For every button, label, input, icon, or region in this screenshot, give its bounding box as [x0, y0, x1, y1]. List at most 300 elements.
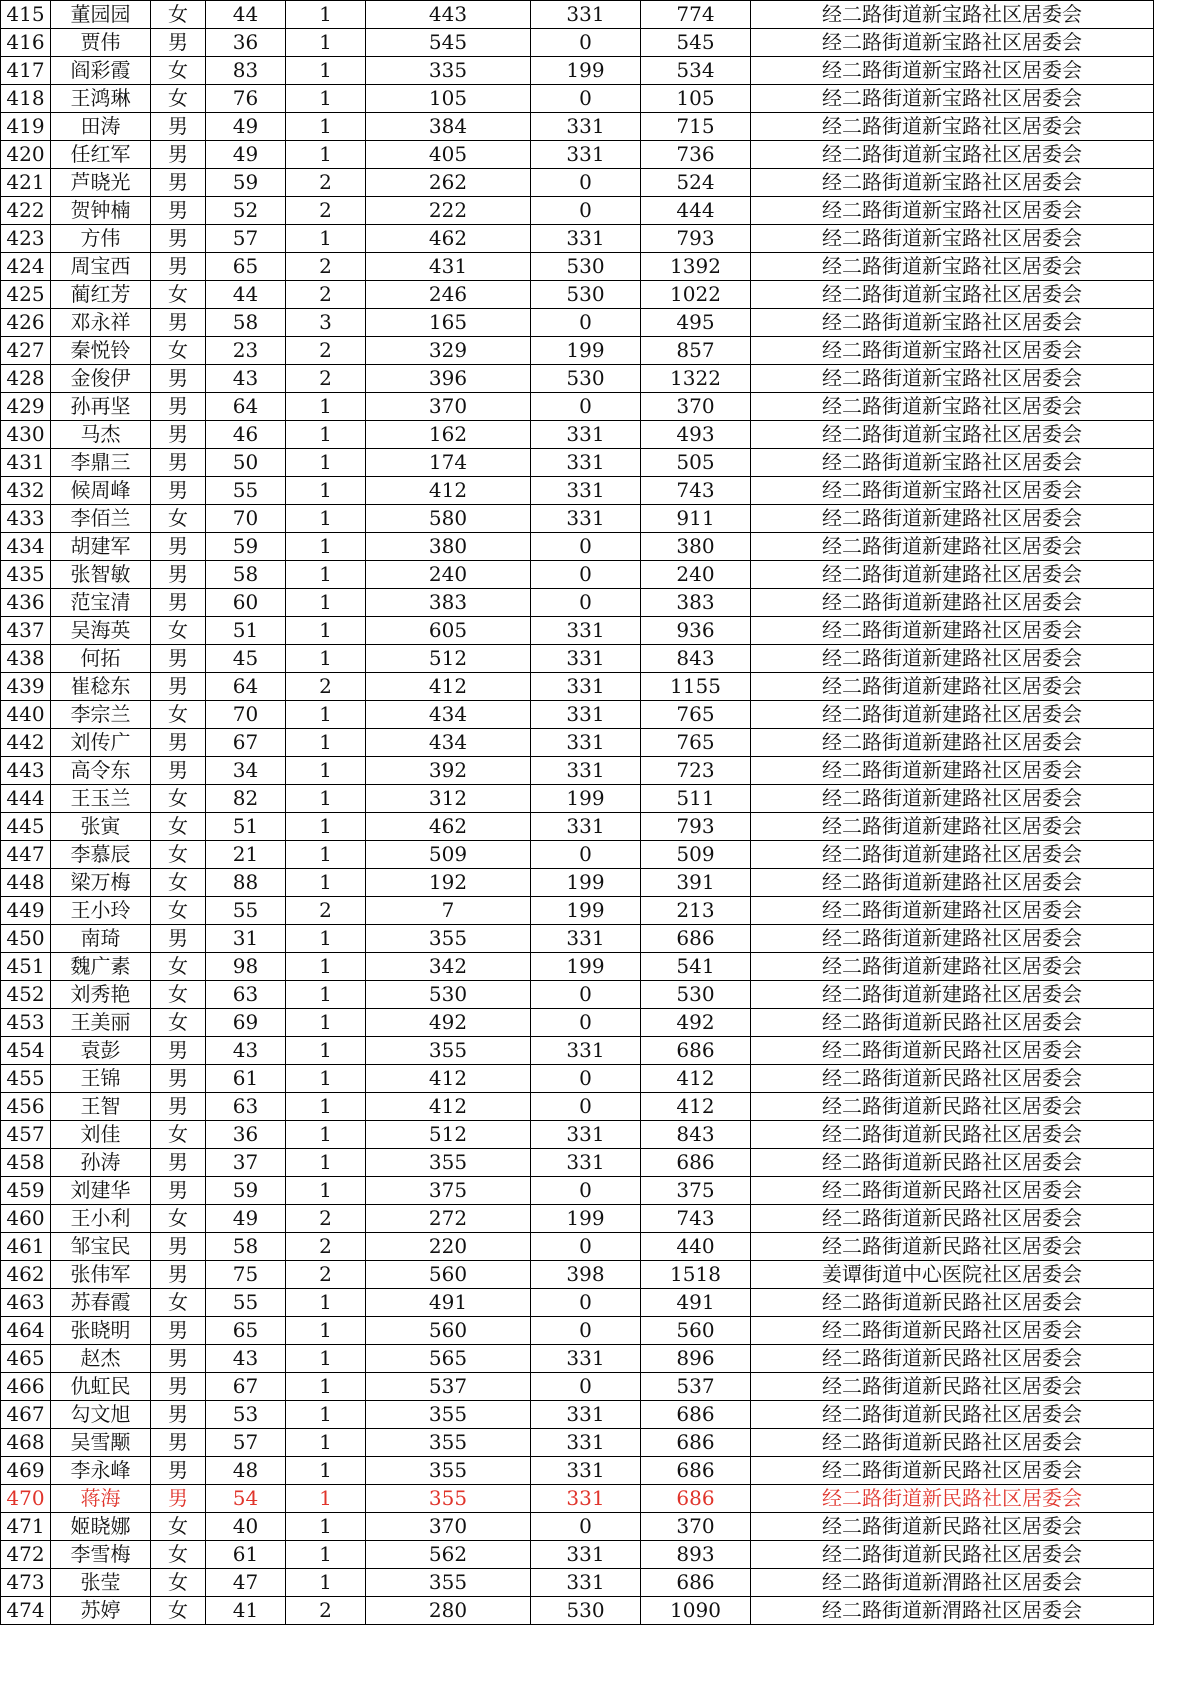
amount-b-cell: 331	[531, 1149, 641, 1177]
row-number: 418	[1, 85, 51, 113]
row-number: 459	[1, 1177, 51, 1205]
row-number: 421	[1, 169, 51, 197]
age-cell: 58	[206, 1233, 286, 1261]
name-cell: 姬晓娜	[51, 1513, 151, 1541]
row-number: 432	[1, 477, 51, 505]
age-cell: 43	[206, 1037, 286, 1065]
row-number: 442	[1, 729, 51, 757]
amount-a-cell: 355	[366, 925, 531, 953]
name-cell: 蒋海	[51, 1485, 151, 1513]
table-row	[1, 1541, 1154, 1569]
total-cell: 936	[641, 617, 751, 645]
amount-a-cell: 165	[366, 309, 531, 337]
unit-cell: 经二路街道新民路社区居委会	[751, 1037, 1154, 1065]
amount-b-cell: 331	[531, 505, 641, 533]
amount-b-cell: 331	[531, 1457, 641, 1485]
unit-cell: 经二路街道新渭路社区居委会	[751, 1569, 1154, 1597]
row-number: 436	[1, 589, 51, 617]
sex-cell: 男	[151, 1429, 206, 1457]
row-number: 415	[1, 1, 51, 29]
table-row	[1, 1093, 1154, 1121]
persons-cell: 1	[286, 645, 366, 673]
name-cell: 邹宝民	[51, 1233, 151, 1261]
row-number: 463	[1, 1289, 51, 1317]
name-cell: 刘建华	[51, 1177, 151, 1205]
unit-cell: 经二路街道新建路社区居委会	[751, 981, 1154, 1009]
age-cell: 88	[206, 869, 286, 897]
unit-cell: 经二路街道新民路社区居委会	[751, 1541, 1154, 1569]
sex-cell: 男	[151, 1401, 206, 1429]
persons-cell: 1	[286, 953, 366, 981]
total-cell: 492	[641, 1009, 751, 1037]
unit-cell: 经二路街道新民路社区居委会	[751, 1429, 1154, 1457]
row-number: 419	[1, 113, 51, 141]
amount-a-cell: 537	[366, 1373, 531, 1401]
persons-cell: 1	[286, 1513, 366, 1541]
unit-cell: 经二路街道新宝路社区居委会	[751, 281, 1154, 309]
name-cell: 田涛	[51, 113, 151, 141]
sex-cell: 男	[151, 1485, 206, 1513]
row-number: 445	[1, 813, 51, 841]
amount-b-cell: 331	[531, 1401, 641, 1429]
row-number: 449	[1, 897, 51, 925]
persons-cell: 1	[286, 85, 366, 113]
table-row	[1, 1373, 1154, 1401]
amount-b-cell: 0	[531, 1065, 641, 1093]
table-row	[1, 169, 1154, 197]
name-cell: 方伟	[51, 225, 151, 253]
unit-cell: 经二路街道新民路社区居委会	[751, 1457, 1154, 1485]
amount-b-cell: 199	[531, 785, 641, 813]
name-cell: 孙再坚	[51, 393, 151, 421]
sex-cell: 男	[151, 729, 206, 757]
table-row	[1, 1009, 1154, 1037]
total-cell: 1518	[641, 1261, 751, 1289]
persons-cell: 2	[286, 897, 366, 925]
row-number: 424	[1, 253, 51, 281]
name-cell: 王玉兰	[51, 785, 151, 813]
amount-a-cell: 280	[366, 1597, 531, 1625]
total-cell: 105	[641, 85, 751, 113]
name-cell: 张智敏	[51, 561, 151, 589]
unit-cell: 经二路街道新宝路社区居委会	[751, 253, 1154, 281]
name-cell: 王锦	[51, 1065, 151, 1093]
persons-cell: 1	[286, 1485, 366, 1513]
age-cell: 36	[206, 29, 286, 57]
table-row	[1, 1, 1154, 29]
unit-cell: 经二路街道新建路社区居委会	[751, 925, 1154, 953]
total-cell: 380	[641, 533, 751, 561]
name-cell: 张寅	[51, 813, 151, 841]
total-cell: 715	[641, 113, 751, 141]
total-cell: 1022	[641, 281, 751, 309]
row-number: 458	[1, 1149, 51, 1177]
name-cell: 魏广素	[51, 953, 151, 981]
sex-cell: 男	[151, 561, 206, 589]
amount-a-cell: 355	[366, 1569, 531, 1597]
total-cell: 509	[641, 841, 751, 869]
unit-cell: 经二路街道新宝路社区居委会	[751, 393, 1154, 421]
amount-a-cell: 492	[366, 1009, 531, 1037]
age-cell: 67	[206, 1373, 286, 1401]
amount-b-cell: 0	[531, 589, 641, 617]
sex-cell: 男	[151, 1317, 206, 1345]
persons-cell: 2	[286, 169, 366, 197]
amount-a-cell: 272	[366, 1205, 531, 1233]
total-cell: 743	[641, 1205, 751, 1233]
amount-b-cell: 0	[531, 1513, 641, 1541]
table-row	[1, 1205, 1154, 1233]
name-cell: 苏春霞	[51, 1289, 151, 1317]
amount-a-cell: 355	[366, 1037, 531, 1065]
name-cell: 苏婷	[51, 1597, 151, 1625]
persons-cell: 1	[286, 225, 366, 253]
age-cell: 70	[206, 505, 286, 533]
age-cell: 55	[206, 477, 286, 505]
total-cell: 213	[641, 897, 751, 925]
name-cell: 李佰兰	[51, 505, 151, 533]
sex-cell: 男	[151, 253, 206, 281]
amount-a-cell: 412	[366, 1093, 531, 1121]
total-cell: 911	[641, 505, 751, 533]
amount-b-cell: 331	[531, 477, 641, 505]
amount-a-cell: 355	[366, 1485, 531, 1513]
name-cell: 马杰	[51, 421, 151, 449]
name-cell: 袁彭	[51, 1037, 151, 1065]
unit-cell: 经二路街道新民路社区居委会	[751, 1345, 1154, 1373]
unit-cell: 经二路街道新民路社区居委会	[751, 1121, 1154, 1149]
unit-cell: 经二路街道新宝路社区居委会	[751, 1, 1154, 29]
amount-a-cell: 412	[366, 477, 531, 505]
total-cell: 893	[641, 1541, 751, 1569]
age-cell: 49	[206, 113, 286, 141]
table-row	[1, 57, 1154, 85]
unit-cell: 经二路街道新建路社区居委会	[751, 589, 1154, 617]
age-cell: 41	[206, 1597, 286, 1625]
sex-cell: 女	[151, 1, 206, 29]
amount-b-cell: 0	[531, 85, 641, 113]
amount-b-cell: 0	[531, 1233, 641, 1261]
table-row	[1, 449, 1154, 477]
age-cell: 64	[206, 673, 286, 701]
sex-cell: 男	[151, 1149, 206, 1177]
amount-a-cell: 383	[366, 589, 531, 617]
amount-b-cell: 0	[531, 1093, 641, 1121]
total-cell: 736	[641, 141, 751, 169]
sex-cell: 男	[151, 141, 206, 169]
table-row	[1, 1261, 1154, 1289]
row-number: 437	[1, 617, 51, 645]
name-cell: 高令东	[51, 757, 151, 785]
unit-cell: 经二路街道新宝路社区居委会	[751, 113, 1154, 141]
row-number: 473	[1, 1569, 51, 1597]
row-number: 423	[1, 225, 51, 253]
age-cell: 60	[206, 589, 286, 617]
total-cell: 686	[641, 1569, 751, 1597]
table-row	[1, 1513, 1154, 1541]
table-row	[1, 253, 1154, 281]
name-cell: 仇虹民	[51, 1373, 151, 1401]
row-number: 453	[1, 1009, 51, 1037]
amount-a-cell: 560	[366, 1261, 531, 1289]
amount-a-cell: 462	[366, 813, 531, 841]
row-number: 468	[1, 1429, 51, 1457]
table-row	[1, 113, 1154, 141]
sex-cell: 女	[151, 1121, 206, 1149]
persons-cell: 1	[286, 785, 366, 813]
row-number: 434	[1, 533, 51, 561]
age-cell: 59	[206, 169, 286, 197]
persons-cell: 1	[286, 57, 366, 85]
total-cell: 765	[641, 729, 751, 757]
sex-cell: 男	[151, 645, 206, 673]
unit-cell: 经二路街道新渭路社区居委会	[751, 1597, 1154, 1625]
row-number: 474	[1, 1597, 51, 1625]
persons-cell: 1	[286, 617, 366, 645]
age-cell: 46	[206, 421, 286, 449]
unit-cell: 经二路街道新宝路社区居委会	[751, 421, 1154, 449]
amount-b-cell: 331	[531, 1037, 641, 1065]
table-row	[1, 589, 1154, 617]
amount-a-cell: 392	[366, 757, 531, 785]
amount-a-cell: 105	[366, 85, 531, 113]
amount-b-cell: 0	[531, 197, 641, 225]
persons-cell: 1	[286, 1093, 366, 1121]
table-row	[1, 645, 1154, 673]
amount-b-cell: 0	[531, 1177, 641, 1205]
name-cell: 孙涛	[51, 1149, 151, 1177]
amount-b-cell: 0	[531, 1317, 641, 1345]
persons-cell: 1	[286, 925, 366, 953]
unit-cell: 经二路街道新民路社区居委会	[751, 1373, 1154, 1401]
row-number: 450	[1, 925, 51, 953]
table-row	[1, 1177, 1154, 1205]
table-row	[1, 1429, 1154, 1457]
table-row	[1, 1065, 1154, 1093]
sex-cell: 女	[151, 85, 206, 113]
name-cell: 周宝西	[51, 253, 151, 281]
persons-cell: 2	[286, 253, 366, 281]
amount-b-cell: 0	[531, 561, 641, 589]
amount-a-cell: 434	[366, 701, 531, 729]
total-cell: 440	[641, 1233, 751, 1261]
table-row	[1, 1121, 1154, 1149]
unit-cell: 经二路街道新建路社区居委会	[751, 953, 1154, 981]
table-row	[1, 1317, 1154, 1345]
unit-cell: 经二路街道新民路社区居委会	[751, 1065, 1154, 1093]
persons-cell: 1	[286, 421, 366, 449]
total-cell: 793	[641, 225, 751, 253]
age-cell: 59	[206, 1177, 286, 1205]
persons-cell: 1	[286, 477, 366, 505]
amount-b-cell: 530	[531, 253, 641, 281]
total-cell: 1322	[641, 365, 751, 393]
total-cell: 524	[641, 169, 751, 197]
unit-cell: 经二路街道新民路社区居委会	[751, 1233, 1154, 1261]
table-row	[1, 813, 1154, 841]
amount-a-cell: 443	[366, 1, 531, 29]
name-cell: 李鼎三	[51, 449, 151, 477]
table-row	[1, 141, 1154, 169]
row-number: 448	[1, 869, 51, 897]
amount-b-cell: 199	[531, 337, 641, 365]
total-cell: 541	[641, 953, 751, 981]
table-row	[1, 673, 1154, 701]
amount-a-cell: 560	[366, 1317, 531, 1345]
amount-a-cell: 342	[366, 953, 531, 981]
name-cell: 刘佳	[51, 1121, 151, 1149]
amount-a-cell: 262	[366, 169, 531, 197]
persons-cell: 1	[286, 1569, 366, 1597]
name-cell: 李慕辰	[51, 841, 151, 869]
row-number: 427	[1, 337, 51, 365]
total-cell: 391	[641, 869, 751, 897]
sex-cell: 女	[151, 337, 206, 365]
table-row	[1, 841, 1154, 869]
amount-b-cell: 331	[531, 617, 641, 645]
age-cell: 21	[206, 841, 286, 869]
persons-cell: 1	[286, 589, 366, 617]
total-cell: 495	[641, 309, 751, 337]
age-cell: 57	[206, 1429, 286, 1457]
sex-cell: 女	[151, 505, 206, 533]
sex-cell: 男	[151, 1177, 206, 1205]
total-cell: 686	[641, 1401, 751, 1429]
amount-a-cell: 162	[366, 421, 531, 449]
sex-cell: 女	[151, 617, 206, 645]
unit-cell: 经二路街道新民路社区居委会	[751, 1205, 1154, 1233]
table-row	[1, 1037, 1154, 1065]
unit-cell: 经二路街道新建路社区居委会	[751, 673, 1154, 701]
age-cell: 43	[206, 1345, 286, 1373]
age-cell: 52	[206, 197, 286, 225]
age-cell: 44	[206, 281, 286, 309]
row-number: 455	[1, 1065, 51, 1093]
amount-a-cell: 7	[366, 897, 531, 925]
age-cell: 31	[206, 925, 286, 953]
row-number: 469	[1, 1457, 51, 1485]
row-number: 447	[1, 841, 51, 869]
unit-cell: 经二路街道新建路社区居委会	[751, 813, 1154, 841]
unit-cell: 经二路街道新建路社区居委会	[751, 757, 1154, 785]
unit-cell: 经二路街道新建路社区居委会	[751, 869, 1154, 897]
amount-a-cell: 329	[366, 337, 531, 365]
table-row	[1, 393, 1154, 421]
sex-cell: 男	[151, 673, 206, 701]
name-cell: 贾伟	[51, 29, 151, 57]
name-cell: 王鸿琳	[51, 85, 151, 113]
age-cell: 98	[206, 953, 286, 981]
unit-cell: 经二路街道新宝路社区居委会	[751, 197, 1154, 225]
persons-cell: 1	[286, 1289, 366, 1317]
persons-cell: 1	[286, 1121, 366, 1149]
total-cell: 1392	[641, 253, 751, 281]
age-cell: 53	[206, 1401, 286, 1429]
row-number: 462	[1, 1261, 51, 1289]
amount-a-cell: 222	[366, 197, 531, 225]
unit-cell: 经二路街道新建路社区居委会	[751, 701, 1154, 729]
name-cell: 吴海英	[51, 617, 151, 645]
persons-cell: 1	[286, 533, 366, 561]
name-cell: 李宗兰	[51, 701, 151, 729]
total-cell: 1090	[641, 1597, 751, 1625]
table-row	[1, 1149, 1154, 1177]
persons-cell: 1	[286, 841, 366, 869]
row-number: 456	[1, 1093, 51, 1121]
unit-cell: 经二路街道新宝路社区居委会	[751, 225, 1154, 253]
total-cell: 530	[641, 981, 751, 1009]
table-row	[1, 1289, 1154, 1317]
row-number: 470	[1, 1485, 51, 1513]
sex-cell: 男	[151, 477, 206, 505]
name-cell: 董园园	[51, 1, 151, 29]
unit-cell: 经二路街道新宝路社区居委会	[751, 365, 1154, 393]
age-cell: 61	[206, 1541, 286, 1569]
unit-cell: 经二路街道新宝路社区居委会	[751, 337, 1154, 365]
persons-cell: 1	[286, 813, 366, 841]
unit-cell: 经二路街道新建路社区居委会	[751, 841, 1154, 869]
table-row	[1, 1233, 1154, 1261]
amount-a-cell: 512	[366, 1121, 531, 1149]
row-number: 417	[1, 57, 51, 85]
table-row	[1, 337, 1154, 365]
amount-b-cell: 0	[531, 29, 641, 57]
total-cell: 560	[641, 1317, 751, 1345]
amount-b-cell: 331	[531, 1485, 641, 1513]
amount-a-cell: 375	[366, 1177, 531, 1205]
age-cell: 43	[206, 365, 286, 393]
row-number: 439	[1, 673, 51, 701]
amount-b-cell: 331	[531, 813, 641, 841]
age-cell: 63	[206, 981, 286, 1009]
total-cell: 774	[641, 1, 751, 29]
sex-cell: 女	[151, 1569, 206, 1597]
age-cell: 49	[206, 1205, 286, 1233]
sex-cell: 男	[151, 1261, 206, 1289]
age-cell: 44	[206, 1, 286, 29]
amount-a-cell: 174	[366, 449, 531, 477]
amount-b-cell: 0	[531, 841, 641, 869]
persons-cell: 1	[286, 1, 366, 29]
sex-cell: 女	[151, 1009, 206, 1037]
amount-b-cell: 199	[531, 869, 641, 897]
amount-b-cell: 331	[531, 673, 641, 701]
age-cell: 40	[206, 1513, 286, 1541]
persons-cell: 1	[286, 701, 366, 729]
age-cell: 65	[206, 253, 286, 281]
sex-cell: 男	[151, 1093, 206, 1121]
total-cell: 511	[641, 785, 751, 813]
name-cell: 蔺红芳	[51, 281, 151, 309]
row-number: 452	[1, 981, 51, 1009]
table-row	[1, 421, 1154, 449]
table-row	[1, 729, 1154, 757]
amount-b-cell: 0	[531, 1373, 641, 1401]
amount-b-cell: 0	[531, 393, 641, 421]
total-cell: 537	[641, 1373, 751, 1401]
unit-cell: 经二路街道新宝路社区居委会	[751, 141, 1154, 169]
amount-b-cell: 530	[531, 281, 641, 309]
age-cell: 36	[206, 1121, 286, 1149]
persons-cell: 1	[286, 1177, 366, 1205]
age-cell: 47	[206, 1569, 286, 1597]
name-cell: 范宝清	[51, 589, 151, 617]
sex-cell: 男	[151, 757, 206, 785]
sex-cell: 男	[151, 113, 206, 141]
amount-b-cell: 0	[531, 309, 641, 337]
total-cell: 375	[641, 1177, 751, 1205]
sex-cell: 男	[151, 309, 206, 337]
